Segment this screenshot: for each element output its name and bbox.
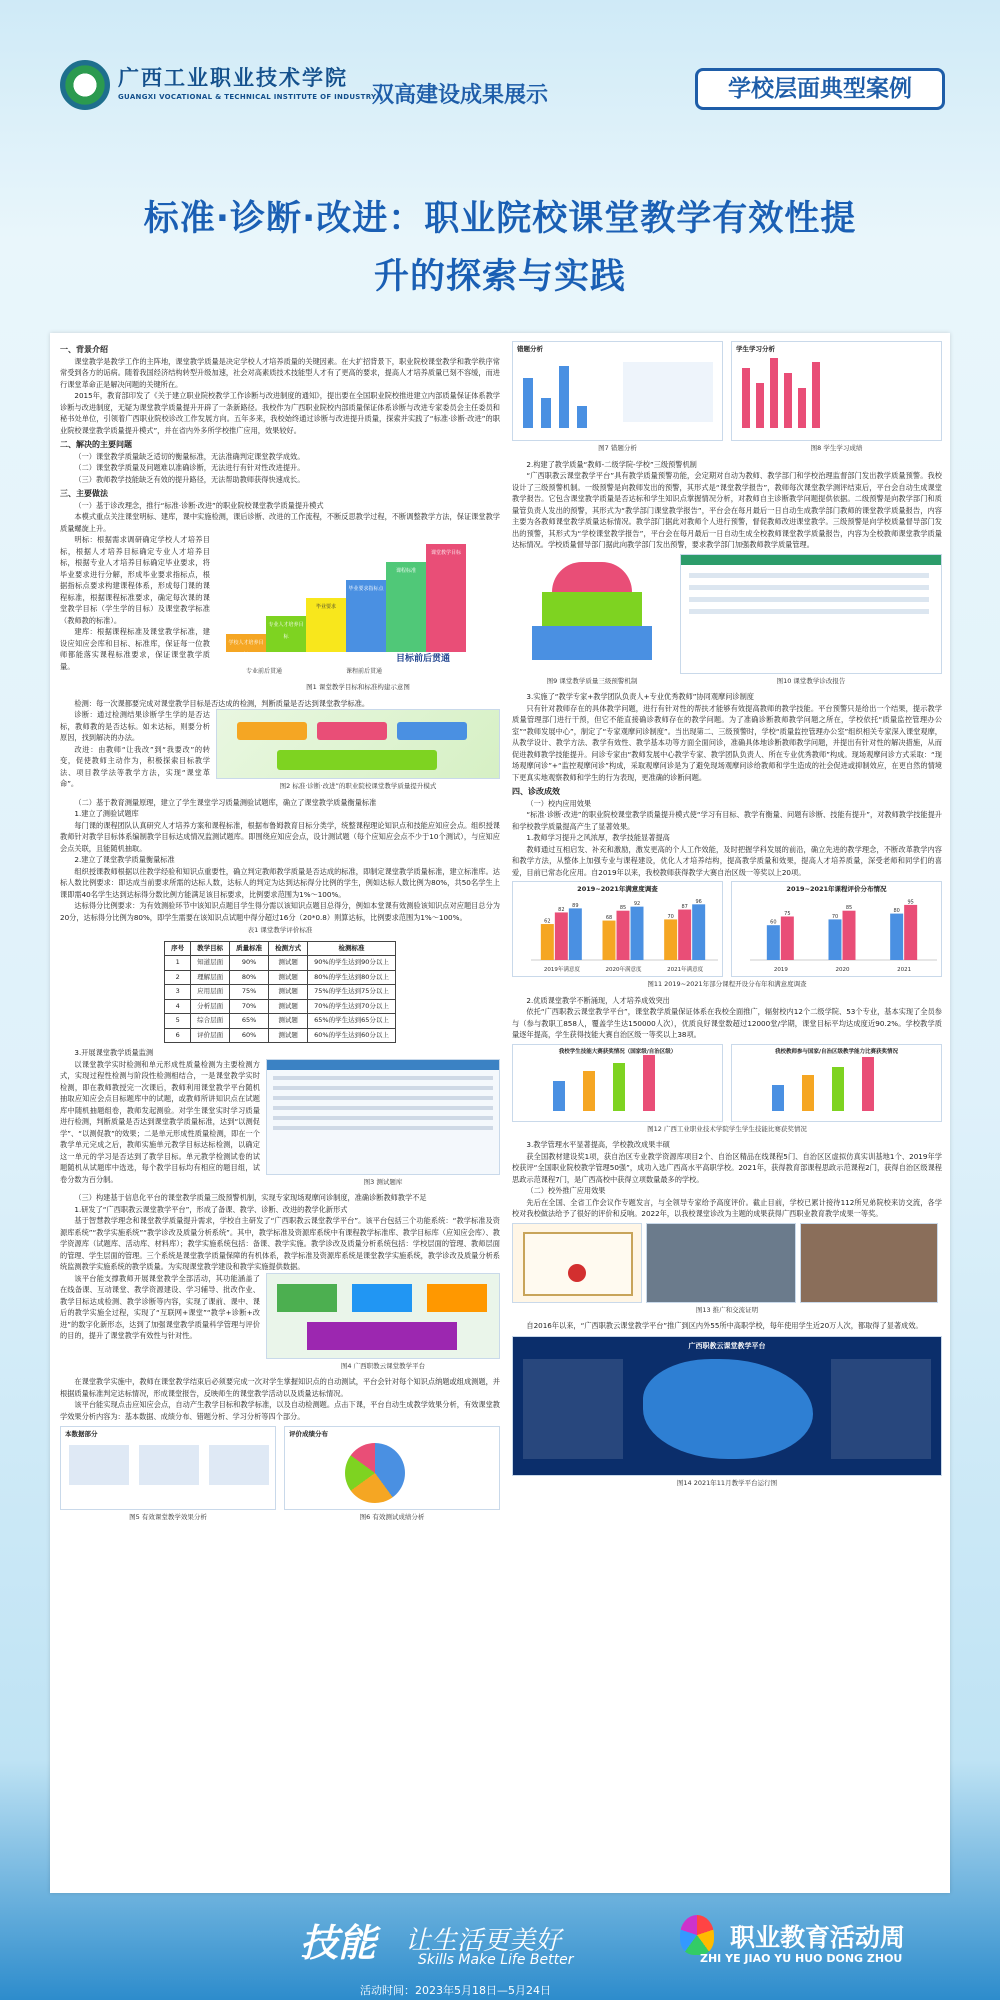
bar [613,1063,625,1111]
fig4-text [60,1273,260,1377]
table-cell: 90%的学生达到90分以上 [308,956,396,971]
figure-caption: 图8 学生学习成绩 [810,444,863,452]
section-heading: 三、主要做法 [60,489,108,498]
table-header: 检测方式 [269,941,308,956]
pie-chart [345,1443,405,1503]
chart-bar [767,925,780,960]
fig3-row [60,1059,500,1193]
pyramid-base [532,626,652,660]
subheading: 1.教师学习提升之风浓厚，教学技能显著提高 [526,833,670,842]
step-label: 学校人才培养目标 [228,640,264,658]
table-cell: 6 [165,1028,191,1043]
chart-title: 2019~2021年课程评价分布情况 [786,885,887,893]
paragraph: 明标：根据需求调研确定学校人才培养目标，根据人才培养目标确定专业人才培养目标，根据专业人才培养目标确定毕业要求，将毕业要求进行分解，形成毕业要求指标点，根据指标点要求构建课程体系，形成每门课的课程标准，根据课程标准要求，确定每次课的课堂教学目标（学生学的目标）及课堂教学标准（教师教的标准）。 [60,535,210,625]
row-line [689,609,929,614]
window-bar [267,1060,499,1070]
paragraph: 以课堂教学实时检测和单元形成性质量检测为主要检测方式，实现过程性检测与阶段性检测相结合，一是课堂教学实时检测，即在教师教授完一次课后，教师利用课堂教学平台随机抽取应知应会点目标题库中的试题，或教师所讲知识点在试题库中随机抽题组卷，教师发起测验。对学生课堂实时学习质量进行检测，判断质量是否达到课堂教学质量标准，达到“以测促学”、“以测促教”的效果；二是单元形成性质量检测，即在一个教学单元完成之后，教师实施单元教学目标达标检测，以确定这一单元的学习是否达到了教学目标。单元教学检测试卷的试题随机从试题库中选选，每个教学目标均有相应的题目组，试卷分数为百分制。 [60,1059,260,1184]
fig1-diagram [216,534,500,680]
chart-teacher-awards [731,1044,942,1122]
side-panel [831,1359,931,1459]
section-heading: 一、背景介绍 [60,345,108,354]
data-label: 82 [558,906,565,913]
seal [568,1264,586,1282]
table-cell: 测试题 [269,985,308,1000]
data-label: 68 [605,914,613,921]
series-title: 双高建设成果展示 [372,83,549,108]
data-label: 70 [831,913,839,920]
paragraph: 教师通过互相启发、补充和激励，激发更高的个人工作效能，及时把握学科发展的前沿，确立先进的教学理念，不断改革教学内容和教学方法，从整体上加强专业与课程建设，优化人才培养结构，提高教学质量和效果，提高人才培养质量，深受老师和同学们的喜爱，目前已常态化应用。自2019年以来，我校教师获得教学大赛自治区级一等奖以上20项。 [512,844,942,877]
mini-title: 错题分析 [517,345,543,353]
subheading: （二）基于教育测量原理，建立了学生课堂学习质量测验试题库，确立了课堂教学质量衡量标准 [74,797,377,807]
bar [802,1075,814,1111]
mode-block [397,722,467,740]
tick-label: 2019 [773,966,788,973]
title-line-2: 升的探索与实践 [373,257,626,297]
school-name-en: GUANGXI VOCATIONAL & TECHNICAL INSTITUTE OF INDUSTRY [118,93,377,101]
platform-block [352,1284,412,1312]
table-header: 教学目标 [191,941,230,956]
table-cell: 4 [165,999,191,1014]
step-label: 专业人才培养目标 [268,622,304,640]
step-label: 毕业要求指标点 [348,586,384,592]
school-logo [60,60,110,110]
figure-caption: 图12 广西工业职业技术学院学生学生技能比赛获奖情况 [647,1124,807,1133]
table-cell: 测试题 [269,970,308,985]
table-row [165,970,396,985]
bar [553,1081,565,1111]
right-column [512,341,942,1493]
step-block [426,544,466,652]
subheading: 3.教学管理水平显著提高，学校教改成果丰硕 [526,1140,670,1149]
platform-block [427,1284,487,1312]
figure-caption: 图4 广西职教云课堂教学平台 [340,1361,426,1370]
fig2-row [60,709,500,797]
subheading: 2.构建了教学质量“教师-二级学院-学校”三级预警机制 [526,459,697,469]
chart-bar [569,908,582,960]
fig4 [266,1273,500,1377]
bar [583,1071,595,1111]
paragraph: 在课堂教学实施中，教师在课堂教学结束后必须要完成一次对学生掌握知识点的自动测试，平台会针对每个知识点纳题或组成测题，并根据质量标准判定达标情况，形成课堂报告，反映师生的课堂教学活动以及质量达标情况。 [60,1377,500,1398]
table-cell: 3 [165,985,191,1000]
step-label: 课程标准 [395,568,416,574]
table-cell: 测试题 [269,1014,308,1029]
data-label: 80 [893,907,900,914]
bar [643,1055,655,1111]
figure-caption: 图1 课堂教学目标和标准构建示意图 [306,683,410,691]
left-column [60,341,500,1528]
data-label: 75 [784,910,791,917]
chart-bar [631,906,644,959]
section-heading: 四、诊改成效 [512,787,560,796]
figure-caption: 图7 错题分析 [598,444,637,452]
table-cell: 测试题 [269,1028,308,1043]
paragraph: 诊断：通过检测结果诊断学生学的是否达标，教师教的是否达标。如未达标，则要分析原因，找到解决的办法。 [60,710,210,742]
table-cell: 测试题 [269,999,308,1014]
subheading: 3.开展课堂教学质量监测 [74,1048,154,1057]
chart-bar [664,919,677,960]
fig5-panel [60,1426,276,1510]
data-label: 92 [633,900,641,907]
bar [772,1085,784,1111]
fig10-screenshot [680,554,942,674]
fig9-10-row [512,554,942,692]
mode-block [277,750,437,770]
school-name-cn: 广西工业职业技术学院 [118,65,348,90]
figure-caption: 图2 标准·诊断·改进”的职业院校课堂教学质量提升模式 [279,782,437,790]
data-label: 70 [667,913,674,920]
chart-bar [904,904,917,959]
chart-svg [732,896,942,976]
table-cell: 2 [165,970,191,985]
bar [798,388,806,428]
table-cell: 评价层面 [191,1028,230,1043]
figure-caption: 图14 2021年11月教学平台运行图 [676,1478,778,1487]
exchange-photo [800,1223,938,1303]
fig1-row [60,534,500,698]
title-line-1: 标准·诊断·改进：职业院校课堂教学有效性提 [143,199,857,239]
fig7-8-row [512,341,942,459]
fig4-diagram [266,1273,500,1359]
bar [756,383,764,428]
fig8-panel [731,341,942,441]
table-cell: 60%的学生达到60分以上 [308,1028,396,1043]
certificate-photo [512,1223,642,1303]
paragraph: 只有针对教师存在的具体教学问题，进行有针对性的帮扶才能够有效提高教师的教学技能。平台预警只是给出一个结果，提示教学质量管理部门进行干预，但它不能直接确诊教师存在的教学问题。为了准确诊断教师教学问题之所在，学校依托“质量监控管理办公室”“教师发展中心”，制定了“专家观摩问诊制度”。当出现第二、三级预警时，学校“质量监控管理办公室”组织相关专家深入课堂观摩，从教学设计、教学方法、教学有效性、教学基本功等方面全面问诊，准确具体地诊断教师教学问题，并提出有针对性的解决措施，从而促进教师教学技能提升。问诊专家由“教师发展中心教学专家、教学团队负责人、所在专业优秀教师”构成。现场观摩问诊方式采取：“现场观摩问诊”+“监控观摩问诊”构成，采取观摩问诊是为了避免现场观摩问诊给教师和学生造成的社会促进或抑制效应，在更自然的情境下更真实地观察教师和学生的行为表现，更准确的诊断问题。 [512,703,942,782]
chart-bar [678,909,691,959]
fig5 [60,1426,276,1528]
step-label: 毕业要求 [315,604,336,610]
bottom-label: 课程前后贯通 [346,668,383,675]
section-heading: 二、解决的主要问题 [60,440,132,449]
paragraph: 基于智慧教学理念和课堂教学质量提升需求，学校自主研发了“广西职教云课堂教学平台”。该平台包括三个功能系统：“教学标准及资源库系统”“教学实施系统”“教学诊改及质量分析系统”。其中，教学标准及资源库系统中有课程教学标准库、教学目标库（应知应会库）、教学资源库（试题库、活动库、材料库）；教学实施系统包括：备课、教学实施。教学诊改及质量分析系统包括：学校层面的管理、教师层面的管理、学生层面的管理。三个系统是课堂教学质量保障的有机体系，教学标准及资源库系统是课堂教学实施系统，教学诊改及质量分析系统监测教学实施系统的教学质量。为实现课堂教学建设和教学实施提供数据。 [60,1216,500,1271]
slogan-main: 技能 [300,1921,377,1965]
chart-title: 我校学生技能大赛获奖情况（国家级/自治区级） [558,1048,677,1055]
table-cell: 60% [230,1028,269,1043]
figure-caption: 图6 有效测试成绩分析 [359,1513,425,1521]
fig1 [216,534,500,698]
event-week-en: ZHI YE JIAO YU HUO DONG ZHOU [700,1952,903,1965]
table-row [165,956,396,971]
bar [541,398,551,428]
pyramid-mid [542,592,642,626]
fig5-6-row [60,1426,500,1528]
table-cell: 5 [165,1014,191,1029]
fig11-row [512,881,942,977]
figure-caption: 图10 课堂教学诊改报告 [776,676,846,685]
paragraph: 该平台能实现点击应知应会点，自动产生教学目标和教学标准，以及自动检测题。点击下课，平台自动生成教学效果分析，有效课堂教学效果分析内容为：基本数据、成绩分布、错题分析、学习分析等四个部分。 [60,1400,500,1421]
table-cell: 分析层面 [191,999,230,1014]
fig4-row [60,1273,500,1377]
table-cell: 70% [230,999,269,1014]
chart-title: 2019~2021年满意度调查 [577,885,658,893]
table-cell: 80%的学生达到80分以上 [308,970,396,985]
standards-table [164,941,396,1044]
paragraph: 建库：根据课程标准及课堂教学标准，建设应知应会库和目标、标准库，保证每一位教师都能落实课程标准要求，保证课堂教学质量。 [60,627,210,671]
fig7-panel [512,341,723,441]
subheading: （三）构建基于信息化平台的课堂教学质量三级预警机制，实现专家现场观摩问诊制度，准确诊断教师教学不足 [74,1193,427,1202]
table-header: 质量标准 [230,941,269,956]
mini-title: 评价成绩分布 [289,1430,328,1438]
fig9 [512,554,672,692]
bar [742,368,750,428]
chart-bar [617,910,630,959]
row-line [273,1116,493,1120]
platform-block [277,1284,337,1312]
fig2 [216,709,500,797]
subheading: 1.建立了测验试题库 [74,809,139,818]
chart-bar [603,920,616,959]
stat-card [139,1445,199,1485]
chart-bar [781,916,794,960]
event-week-title: 职业教育活动周 [730,1923,906,1952]
slogan-en: Skills Make Life Better [418,1952,574,1968]
row-line [689,585,929,590]
map-shape [643,1359,813,1459]
tick-label: 2021年满意度 [667,966,704,973]
row-line [273,1076,493,1080]
mini-title: 本数据部分 [65,1430,98,1438]
row-line [689,597,929,602]
subheading: 1.研发了“广西职教云课堂教学平台”，形成了备课、教学、诊断、改进的教学化新形式 [74,1204,348,1214]
meeting-photo [646,1223,796,1303]
figure-caption: 图3 测试题库 [363,1177,403,1186]
bar [577,406,587,428]
data-label: 96 [695,898,702,905]
figure-caption: 图5 有效课堂教学效果分析 [129,1513,207,1521]
chart-student-awards [512,1044,723,1122]
page-title [60,190,940,306]
paragraph: 先后在全国、全省工作会议作专题发言，与全领导专家给予高度评价。截止目前，学校已累计接待112所兄弟院校来访交流，各学校对我校做法给予了很好的评价和反响。2022年，以我校课堂诊改为主题的成果获得广西职业教育教学成果一等奖。 [512,1197,942,1218]
paragraph: 本模式重点关注课堂明标、建库，课中实施检测，课后诊断、改进的工作流程，不断反思教学过程，不断调整教学方法，保证课堂教学质量螺旋上升。 [60,512,500,533]
dashboard-title: 广西职教云课堂教学平台 [688,1341,766,1350]
data-label: 87 [681,903,688,910]
table-header: 检测标准 [308,941,396,956]
bar [523,378,533,428]
bar [832,1067,844,1111]
table-cell: 65% [230,1014,269,1029]
table-cell: 测试题 [269,956,308,971]
mode-block [237,722,307,740]
subheading: （二）校外推广应用效果 [526,1186,606,1195]
table-header: 序号 [165,941,191,956]
table-cell: 80% [230,970,269,985]
fig9-diagram [512,554,672,674]
stat-card [69,1445,129,1485]
paragraph: “广西职教云课堂教学平台”具有教学质量预警功能，会定期对自动为教师、教学部门和学校治理监督部门发出教学质量预警。我校设计了三级预警机制。一级预警是向教师发出的预警，其形式是“课堂教学报告”，教师每次课堂教学测评结束后，平台会自动生成课堂教学报告。它包含课堂教学质量是否达标和学生知识点掌握情况分析，对教师自主诊断教学问题提供依据。二级预警是向教学部门和质量管负责人发出的预警，其形式为“教学部门课堂教学报告”，平台会在每月最后一日自动生成教学部门教师的课堂教学质量报告，内容主要为各教师课堂教学质量达标情况。教学部门据此对教师个人进行预警，督促教师改进课堂教学。三级预警是向学校质量督导部门发出的预警，其形式为“学校课堂教学报告”，平台会在每月最后一日自动生成全校教师课堂教学质量报告，内容为全校教师课堂教学质量达标情况。学校质量督导部门据此向教学部门发出预警，要求教学部门加强教师教学质量管理。 [512,471,942,549]
stat-card [209,1445,269,1485]
table-cell: 应用层面 [191,985,230,1000]
figure-caption: 图9 课堂教学质量三级预警机制 [546,676,638,685]
tick-label: 2021 [897,966,912,973]
data-label: 85 [845,904,853,911]
table-cell: 70%的学生达到70分以上 [308,999,396,1014]
bar [862,1057,874,1111]
bar [784,373,792,428]
paragraph: 达标得分比例要求：为有效测验环节中该知识点题目学生得分需以该知识点题目总得分，例如本堂课有效测验该知识点对应题目总分为20分，达标得分比例为80%，即学生需要在该知识点试题中得分超过16分（20*0.8）则算达标，比例要求范围为1%～100%。 [60,901,500,922]
chart-svg [513,896,723,976]
list-item: （三）教师教学技能缺乏有效的提升路径，无法帮助教师获得快速成长。 [74,474,305,484]
chart-bar [843,910,856,959]
header [0,0,1000,110]
fig2-diagram [216,709,500,779]
bottom-label: 专业前后贯通 [246,668,283,675]
chart-bar [692,904,705,960]
event-date: 活动时间：2023年5月18日—5月24日 [360,1984,551,1997]
bar [559,366,569,428]
paragraph: 2015年，教育部印发了《关于建立职业院校教学工作诊断与改进制度的通知》，提出要在全国职业院校推进建立内部质量保证体系教学诊断与改进制度，无疑为课堂教学质量提升开辟了一条新路径。我校作为广西职业院校内部质量保证体系诊断与改进专家委员会主任委员和秘书处单位，引领着广西职业院校诊改工作发展方向。五年多来，我校始终通过诊断与改进提升质量，探索并实践了“标准·诊断·改进”的职业院校课堂教学质量提升模式”，并在省内外多所学校推广应用，效果较好。 [60,391,500,435]
table-cell: 知道层面 [191,956,230,971]
mini-title: 学生学习分析 [736,345,775,353]
fig14-dashboard [512,1336,942,1476]
content-panel [50,333,950,1893]
event-logo [680,1915,714,1955]
row-line [273,1096,493,1100]
paragraph: 组织授课教师根据以往教学经验和知识点重要性，确立判定教师教学质量是否达成的标准，即制定课堂教学质量标准，建立标准库。达标人数比例要求：即达成当前要求所需的达标人数，达标人的判定为达到达标得分比例的学生，例如达标人数比例为80%，共50名学生上课即需40名学生达到达标得分数比例方能满足该目标要求，比例要求范围为1%～100%。 [60,866,500,899]
row-line [689,573,929,578]
table-cell: 综合层面 [191,1014,230,1029]
table-cell: 75%的学生达到75分以上 [308,985,396,1000]
paragraph: 每门课的课程团队认真研究人才培养方案和课程标准，根据布鲁姆教育目标分类学，统整课程理论知识点和技能应知应会点。组织授课教师针对教学目标体系编制教学目标达成情况监测试题库。即围绕应知应会点，设计测试题（每个应知应会点不少于10个测试），与应知应会点关联，且能随机抽取。 [60,820,500,853]
data-label: 95 [907,898,914,905]
bar [812,362,820,428]
table-row [165,985,396,1000]
chart-bar [541,924,554,960]
fig1-text [60,534,210,698]
paragraph: 获全国教材建设奖1项，获自治区专业教学资源库项目2个、自治区精品在线课程5门、自治区区虚拟仿真实训基地1个、2019年学校获评“全国职业院校教学管理50强”，成功入选广西高水平高职学校。2021年，获得教育部课程思政示范课程2门，获得自治区级课程思政示范课程7门，是广西高校中获得立项数量最多的学校。 [512,1151,942,1184]
chart-title: 我校教师参与国家/自治区级教学能力比赛获奖情况 [774,1048,898,1055]
paragraph: 该平台能支撑教师开展课堂教学全部活动，其功能涵盖了在线备课、互动课堂、教学资源建设、学习辅导、批改作业、教学目标达成检测、教学诊断等内容，实现了课前、课中、课后的教学实施全过程，实现了“互联网+课堂”“教学+诊断+改进”的数字化新形态，达到了加强课堂教学质量科学管理与评价的目的，提升了课堂教学有效性与针对性。 [60,1273,260,1340]
fig6 [284,1426,500,1528]
platform-block [307,1322,457,1350]
paragraph: 自2016年以来，“广西职教云课堂教学平台”推广到区内外55所中高职学校，每年使用学生近20万人次，都取得了显著成效。 [526,1321,923,1330]
figure-caption: 图13 推广和交流证明 [695,1305,759,1314]
table-cell: 75% [230,985,269,1000]
data-label: 60 [770,919,777,926]
row-line [273,1126,493,1130]
table-cell: 90% [230,956,269,971]
tick-label: 2020年满意度 [605,966,642,973]
pyramid-top [552,562,632,592]
paragraph: 课堂教学是教学工作的主阵地，课堂教学质量是决定学校人才培养质量的关键因素。在大扩招背景下，职业院校课堂教学和教学秩序常常受到各方的诟病。随着我国经济结构转型升级加速，社会对高素质技术技能型人才有了更高的要求，提高人才培养质量已刻不容缓，而进行课堂革命正是解决问题的关键所在。 [60,356,500,389]
subheading: 3.实施了“教学专家+教学团队负责人+专业优秀教师”协同观摩问诊制度 [526,692,754,701]
table-cell: 1 [165,956,191,971]
subheading: （一）基于诊改理念，推行“标准·诊断·改进”的职业院校课堂教学质量提升模式 [74,500,324,510]
table-header-row [165,941,396,956]
step-label: 课堂教学目标 [430,550,461,556]
chart-satisfaction [512,881,723,977]
subheading: （一）校内应用效果 [526,798,592,808]
row-line [273,1106,493,1110]
table-row [165,1028,396,1043]
fig10 [680,554,942,692]
category-badge: 学校层面典型案例 [695,68,945,110]
data-label: 89 [572,902,579,909]
side-panel [523,1359,623,1459]
table-cell: 理解层面 [191,970,230,985]
bar [770,358,778,428]
paragraph: 改进：由教师“让我改”到“我要改”的转变，促使教师主动作为，积极探索目标教学法、项目教学法等教学方法，实现“课堂革命”。 [60,744,210,788]
chart-course-eval [731,881,942,977]
slogan-sub: 让生活更美好 [405,1926,562,1956]
figure-caption: 图11 2019~2021年部分课程开设分布年和满意度调查 [647,980,807,988]
fig7 [512,341,723,459]
fig3-screenshot [266,1059,500,1175]
chart-bar [555,912,568,960]
paragraph: “标准·诊断·改进”的职业院校课堂教学质量提升模式使“学习有目标、教学有衡量、问题有诊断、技能有提升”，对教师教学技能提升和学校教学质量提高产生了显著效果。 [512,810,942,831]
chart-bar [890,913,903,959]
mode-block [317,722,387,740]
tick-label: 2020 [835,966,850,973]
fig2-text [60,709,210,797]
target-label: 目标前后贯通 [396,654,451,664]
row-line [273,1086,493,1090]
table-cell: 65%的学生达到65分以上 [308,1014,396,1029]
fig12-row [512,1044,942,1122]
fig13-row [512,1223,942,1303]
fig3 [266,1059,500,1193]
chart-bar [829,919,842,960]
data-label: 62 [544,918,551,925]
fig3-text [60,1059,260,1193]
table-caption: 表1 课堂教学评价标准 [247,926,313,934]
data-label: 85 [619,904,627,911]
table-row [165,999,396,1014]
window-bar [681,555,941,565]
list-item: （一）课堂教学质量缺乏适切的衡量标准，无法准确判定课堂教学成效。 [74,451,305,461]
list-box [623,362,713,422]
paragraph: 依托“广西职教云课堂教学平台”，课堂教学质量保证体系在我校全面推广，辐射校内12个二级学院、53个专业，基本实现了全员参与（参与教职工858人，覆盖学生达150000人次），优质良好课堂数超过12000堂/学期，课堂目标平均达成度近90.2%。学校教学质量逐年提高，学生获得技能大赛自治区级一等奖以上38项。 [512,1007,942,1039]
tick-label: 2019年满意度 [543,966,580,973]
paragraph: 检测：每一次课都要完成对课堂教学目标是否达成的检测，判断质量是否达到课堂教学标准。 [74,698,370,708]
fig8 [731,341,942,459]
subheading: 2.建立了课堂教学质量衡量标准 [74,855,175,864]
list-item: （二）课堂教学质量及问题难以准确诊断，无法进行有针对性改进提升。 [74,463,305,472]
fig6-panel [284,1426,500,1510]
table-row [165,1014,396,1029]
subheading: 2.优质课堂教学不断涌现，人才培养成效突出 [526,995,670,1005]
